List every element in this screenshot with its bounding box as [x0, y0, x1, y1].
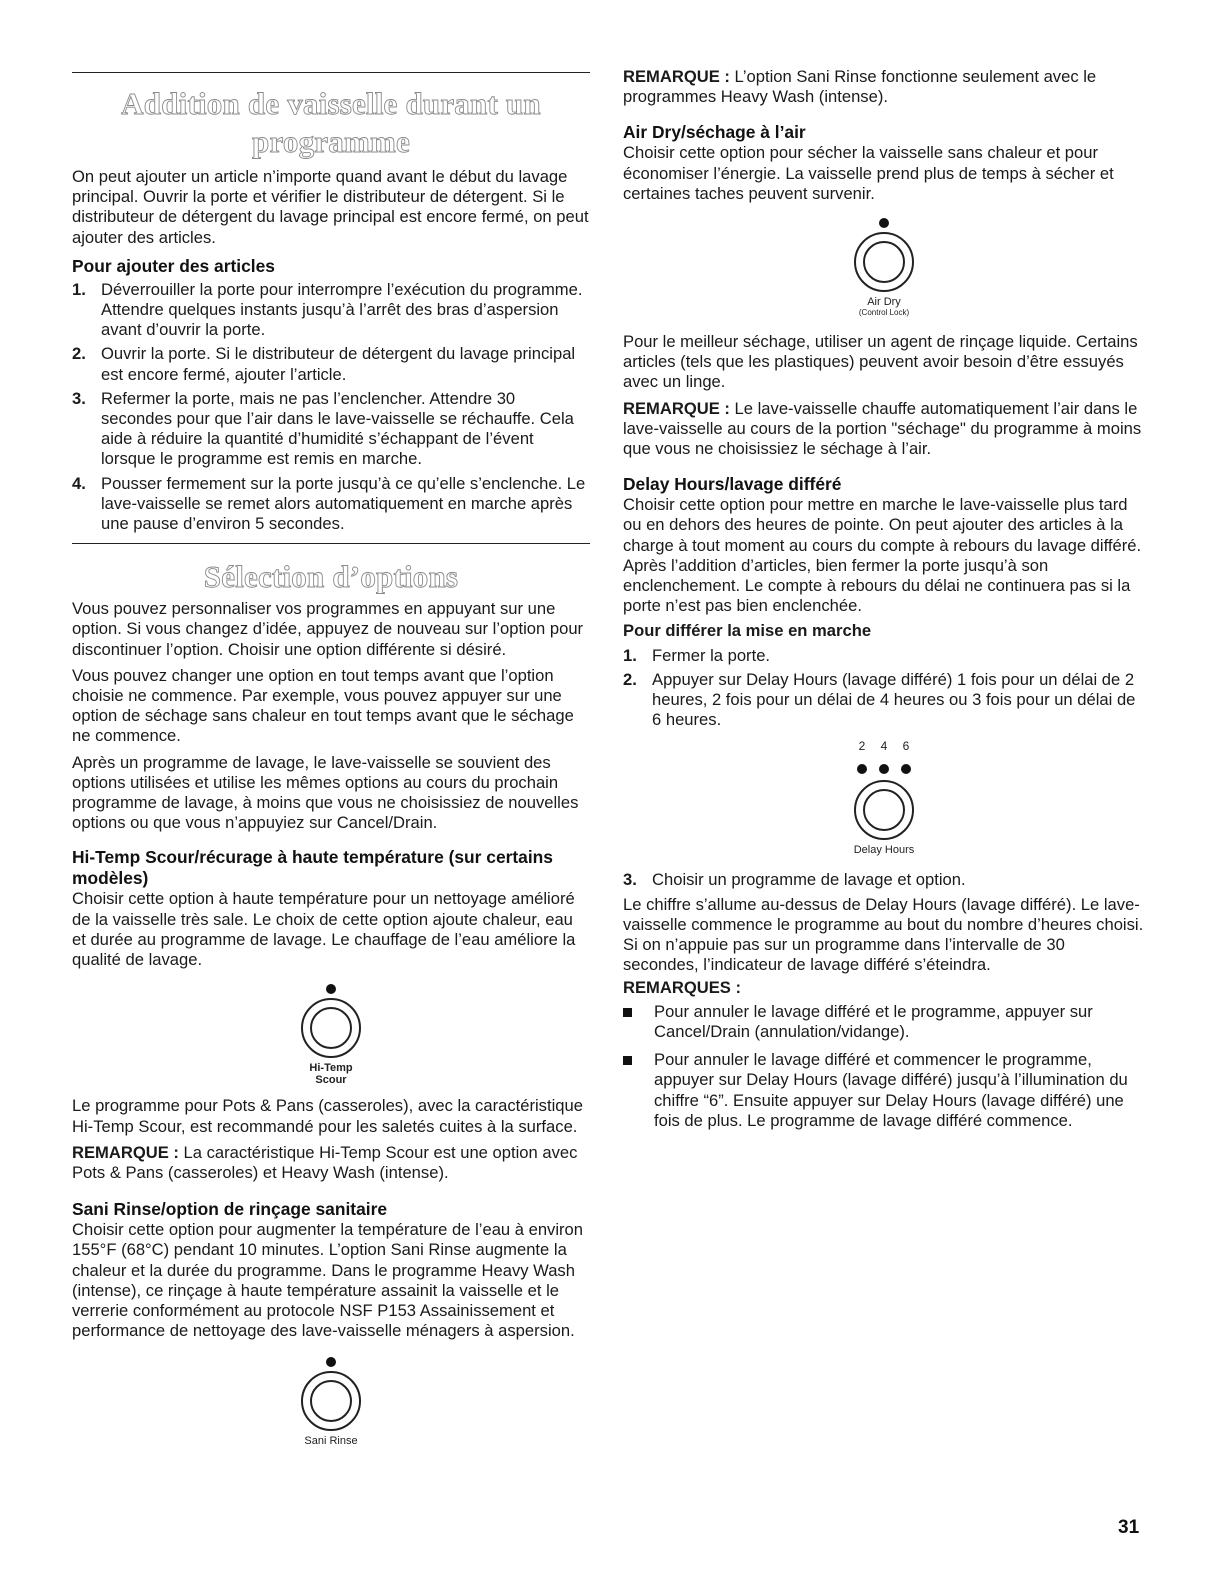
list-item — [623, 646, 1145, 666]
section-divider — [72, 543, 590, 544]
delay-digit-2: 2 — [858, 739, 866, 754]
remarques-label: REMARQUES : — [623, 978, 742, 998]
hitemp-note — [72, 1143, 590, 1183]
hitemp-paragraph-1: Choisir cette option à haute température pour un nettoyage amélioré de la vaisselle très sale. Le choix de cette option ajoute chaleur, eau et durée au programme de lavage. Le chauffage de l’eau améliore la qualité de lavage. — [72, 889, 576, 970]
remarque-text: Pour annuler le lavage différé et le programme, appuyer sur Cancel/Drain (annulation/vidange). — [654, 1001, 1093, 1041]
left-column — [72, 0, 590, 1447]
hitemp-icon-label: Hi-Temp — [309, 1062, 353, 1075]
sani-rinse-heading: Sani Rinse/option de rinçage sanitaire — [72, 1199, 388, 1220]
section-title-addition: Addition de vaisselle durant un programme — [121, 86, 541, 159]
step-number: 4. — [72, 473, 86, 493]
note-text: Le lave-vaisselle chauffe automatiquement l’air dans le lave-vaisselle au cours de la portion "séchage" du programme à moins que vous ne choisissiez le séchage à l’air. — [623, 398, 1142, 459]
step-number: 1. — [623, 645, 637, 665]
delay-hours-paragraph-2: Le chiffre s’allume au-dessus de Delay Hours (lavage différé). Le lave-vaisselle commence le programme au bout du nombre d’heures choisi. Si on n’appuie pas sur un programme dans l’intervalle de 30 secondes, l’indicateur de lavage différé s’éteindra. — [623, 894, 1144, 975]
list-item — [623, 870, 1145, 890]
air-dry-button — [824, 216, 944, 318]
step-text: Ouvrir la porte. Si le distributeur de détergent du lavage principal est encore fermé, ajouter l’article. — [101, 344, 576, 384]
bullet-square-icon — [623, 1008, 632, 1017]
hitemp-scour-knob-icon — [296, 982, 366, 1062]
bullet-square-icon — [623, 1056, 632, 1065]
list-item — [72, 474, 590, 535]
delay-steps — [623, 646, 1145, 731]
hitemp-heading: Hi-Temp Scour/récurage à haute température (sur certains modèles) — [72, 847, 553, 889]
list-item — [72, 389, 590, 470]
delay-digit-4: 4 — [880, 739, 888, 754]
hitemp-paragraph-2: Le programme pour Pots & Pans (casseroles), avec la caractéristique Hi-Temp Scour, est recommandé pour les saletés cuites à la surface. — [72, 1096, 583, 1136]
step-number: 2. — [72, 344, 86, 364]
sani-rinse-button — [271, 1355, 391, 1447]
remarque-text: Pour annuler le lavage différé et commencer le programme, appuyer sur Delay Hours (lavage différé) jusqu’à l’illumination du chiffre “6”. Ensuite appuyer sur Delay Hours (lavage différé) une fois de plus. Le programme de lavage différé commence. — [654, 1050, 1128, 1130]
note-label: REMARQUE : — [72, 1142, 179, 1162]
list-item — [623, 1050, 1145, 1131]
addition-intro: On peut ajouter un article n’importe quand avant le début du lavage principal. Ouvrir la porte et vérifier le distributeur de détergent. Si le distributeur de détergent du lavage principal est encore fermé, on peut ajouter des articles. — [72, 167, 589, 247]
add-items-heading: Pour ajouter des articles — [72, 255, 275, 276]
delay-hours-icon-label: Delay Hours — [853, 844, 915, 857]
page-number: 31 — [1118, 1517, 1140, 1538]
air-dry-icon-label: Air Dry — [867, 296, 901, 309]
list-item — [623, 1002, 1145, 1042]
control-lock-label: (Control Lock) — [858, 308, 910, 318]
options-paragraph-2: Vous pouvez changer une option en tout temps avant que l’option choisie ne commence. Par exemple, vous pouvez appuyer sur une option de séchage sans chaleur en tout temps avant que le séchage ne commence. — [72, 665, 574, 746]
delay-hours-paragraph-1: Choisir cette option pour mettre en marche le lave-vaisselle plus tard ou en dehors des heures de pointe. On peut ajouter des articles à la charge à tout moment au cours du compte à rebours du lavage différé. Après l’addition d’articles, bien fermer la porte jusqu’à son enclenchement. Le compte à rebours du délai ne continuera pas si la porte n’est pas bien enclenchée. — [623, 495, 1142, 616]
step-number: 3. — [72, 388, 86, 408]
air-dry-note — [623, 399, 1145, 460]
delay-hours-button — [814, 738, 954, 856]
step-text: Choisir un programme de lavage et option. — [652, 870, 966, 890]
step-number: 1. — [72, 279, 86, 299]
step-text: Pousser fermement sur la porte jusqu’à ce qu’elle s’enclenche. Le lave-vaisselle se remet alors automatiquement en marche après une pause d’environ 5 secondes. — [101, 473, 586, 534]
options-paragraph-1: Vous pouvez personnaliser vos programmes en appuyant sur une option. Si vous changez d’idée, appuyez de nouveau sur l’option pour discontinuer l’option. Choisir une option différente si désiré. — [72, 599, 584, 659]
remarques-list — [623, 1002, 1145, 1131]
right-column — [623, 0, 1145, 1131]
sani-rinse-note — [623, 67, 1145, 107]
hitemp-icon-label-2: Scour — [315, 1074, 347, 1087]
air-dry-paragraph-2: Pour le meilleur séchage, utiliser un agent de rinçage liquide. Certains articles (tels que les plastiques) peuvent avoir besoin d’être essuyés avec un linge. — [623, 332, 1138, 392]
hitemp-scour-button — [271, 982, 391, 1086]
delay-hours-heading: Delay Hours/lavage différé — [623, 474, 842, 495]
sani-rinse-icon-label: Sani Rinse — [304, 1435, 358, 1448]
step-text: Fermer la porte. — [652, 645, 771, 665]
note-text: La caractéristique Hi-Temp Scour est une option avec Pots & Pans (casseroles) et Heavy Wash (intense). — [72, 1142, 578, 1182]
note-text: L’option Sani Rinse fonctionne seulement avec le programmes Heavy Wash (intense). — [623, 67, 1097, 107]
step-text: Refermer la porte, mais ne pas l’enclencher. Attendre 30 secondes pour que l’air dans le lave-vaisselle se réchauffe. Cela aide à réduire la quantité d’humidité s’échappant de l’évent lorsque le programme est remis en marche. — [101, 388, 574, 469]
add-items-steps — [72, 280, 590, 534]
section-title-options: Sélection d’options — [203, 559, 459, 595]
list-item — [72, 280, 590, 341]
step-number: 2. — [623, 669, 637, 689]
air-dry-heading: Air Dry/séchage à l’air — [623, 122, 806, 143]
step-text: Déverrouiller la porte pour interrompre l’exécution du programme. Attendre quelques instants jusqu’à l’arrêt des bras d’aspersion avant d’ouvrir la porte. — [101, 279, 583, 340]
options-paragraph-3: Après un programme de lavage, le lave-vaisselle se souvient des options utilisées et utilise les mêmes options au cours du prochain programme de lavage, à moins que vous ne choisissiez de nouvelles options ou que vous n’appuyiez sur Cancel/Drain. — [72, 752, 579, 833]
list-item — [623, 670, 1145, 731]
note-label: REMARQUE : — [623, 398, 730, 418]
sani-rinse-paragraph: Choisir cette option pour augmenter la température de l’eau à environ 155°F (68°C) pendant 10 minutes. L’option Sani Rinse augmente la chaleur et la durée du programme. Dans le programme Heavy Wash (intense), ce rinçage à haute température assainit la vaisselle et le verrerie conformément au protocole NSF P153 Assainissement et performance de nettoyage des lave-vaisselle ménagers à aspersion. — [72, 1220, 584, 1341]
air-dry-knob-icon — [849, 216, 919, 296]
air-dry-paragraph-1: Choisir cette option pour sécher la vaisselle sans chaleur et pour économiser l’énergie. La vaisselle prend plus de temps à sécher et certaines taches peuvent survenir. — [623, 143, 1114, 203]
delay-digit-6: 6 — [902, 739, 910, 754]
step-text: Appuyer sur Delay Hours (lavage différé) 1 fois pour un délai de 2 heures, 2 fois pour un délai de 4 heures ou 3 fois pour un délai de 6 heures. — [652, 669, 1136, 730]
delay-hours-knob-icon — [839, 738, 929, 844]
note-label: REMARQUE : — [623, 67, 730, 86]
step-number: 3. — [623, 870, 637, 890]
list-item — [72, 344, 590, 384]
delay-start-heading: Pour différer la mise en marche — [623, 621, 872, 641]
delay-steps-cont — [623, 870, 1145, 890]
section-divider — [72, 72, 590, 73]
sani-rinse-knob-icon — [296, 1355, 366, 1435]
